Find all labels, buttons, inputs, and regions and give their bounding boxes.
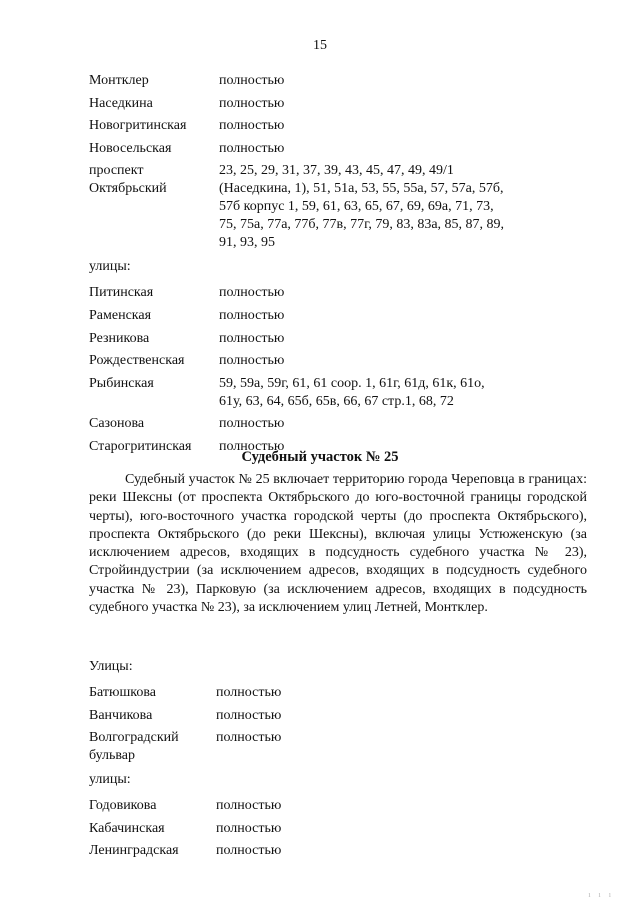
street-coverage: полностью	[219, 285, 285, 301]
street-name: Старогритинская	[89, 438, 192, 454]
street-row	[89, 284, 509, 302]
street-name: проспект Октябрьский	[89, 163, 167, 197]
street-coverage: полностью	[216, 798, 282, 814]
street-name: Волгоградский бульвар	[89, 730, 179, 764]
page-number: 15	[313, 38, 327, 53]
street-row	[89, 72, 509, 90]
street-coverage: полностью	[216, 685, 282, 700]
street-name: Годовикова	[89, 798, 157, 814]
street-name: Питинская	[89, 285, 154, 301]
street-row	[89, 820, 506, 838]
street-coverage: 59, 59а, 59г, 61, 61 соор. 1, 61г, 61д, 61к, 61о, 61у, 63, 64, 65б, 65в, 66, 67 стр.1, 68, 72	[219, 375, 485, 409]
section-title: Судебный участок № 25	[241, 449, 399, 465]
street-coverage: полностью	[219, 118, 285, 134]
street-row	[89, 842, 506, 860]
section-description: Судебный участок № 25 включает территорию города Череповца в границах: реки Шексны (от проспекта Октябрьского до юго-восточной границы городской черты), юго-восточного участка городской черты (до проспекта Октябрьского), проспекта Октябрьского (до реки Шексны), включая улицы Устюженскую (за исключением адресов, входящих в подсудность судебного участка № 23), Стройиндустрии (за исключением адресов, входящих в подсудность судебного участка № 23), Парковую (за исключением адресов, входящих в подсудность судебного участка № 23), за исключением улиц Летней, Монтклер.	[89, 472, 587, 616]
street-row	[89, 162, 509, 252]
street-row	[89, 140, 509, 158]
street-coverage: полностью	[219, 330, 285, 346]
street-list-upper	[89, 72, 509, 461]
street-row	[89, 729, 506, 765]
street-name: Новосельская	[89, 140, 172, 156]
street-row	[89, 307, 509, 325]
streets-heading: Улицы:	[89, 659, 133, 674]
street-coverage: полностью	[216, 707, 282, 723]
street-coverage: полностью	[219, 438, 285, 454]
street-name: Рыбинская	[89, 375, 154, 391]
street-name: Новогритинская	[89, 118, 187, 134]
street-row	[89, 415, 509, 433]
street-name: Сазонова	[89, 416, 145, 432]
street-row	[89, 95, 509, 113]
street-row	[89, 684, 506, 702]
street-row	[89, 330, 509, 348]
street-name: Ванчикова	[89, 707, 153, 723]
street-row	[89, 352, 509, 370]
street-name: Монтклер	[89, 73, 149, 88]
street-row	[89, 375, 509, 411]
street-coverage: полностью	[219, 416, 285, 432]
scan-mark: ı ı ı	[588, 890, 614, 899]
street-name: Кабачинская	[89, 820, 165, 836]
streets-heading: улицы:	[89, 772, 131, 788]
street-coverage: полностью	[216, 730, 282, 746]
street-name: Раменская	[89, 307, 152, 323]
street-coverage: полностью	[219, 95, 285, 111]
street-name: Ленинградская	[89, 843, 179, 859]
street-name: Батюшкова	[89, 685, 156, 700]
streets-heading: улицы:	[89, 259, 131, 275]
street-coverage: полностью	[216, 820, 282, 836]
street-name: Резникова	[89, 330, 150, 346]
street-coverage: полностью	[219, 73, 285, 88]
street-list-lower	[89, 658, 506, 865]
street-coverage: 23, 25, 29, 31, 37, 39, 43, 45, 47, 49, 49/1 (Наседкина, 1), 51, 51а, 53, 55, 55а, 57, 57а, 57б, 57б корпус 1, 59, 61, 63, 65, 67, 69, 69а, 71, 73, 75, 75а, 77а, 77б, 77в, 77г, 79, 83, 83а, 85, 87, 89, 91, 93, 95	[219, 163, 505, 251]
street-row	[89, 797, 506, 815]
street-row	[89, 117, 509, 135]
street-name: Наседкина	[89, 95, 153, 111]
street-coverage: полностью	[219, 307, 285, 323]
street-coverage: полностью	[216, 843, 282, 859]
street-coverage: полностью	[219, 353, 285, 369]
street-coverage: полностью	[219, 140, 285, 156]
street-row	[89, 707, 506, 725]
street-name: Рождественская	[89, 353, 185, 369]
